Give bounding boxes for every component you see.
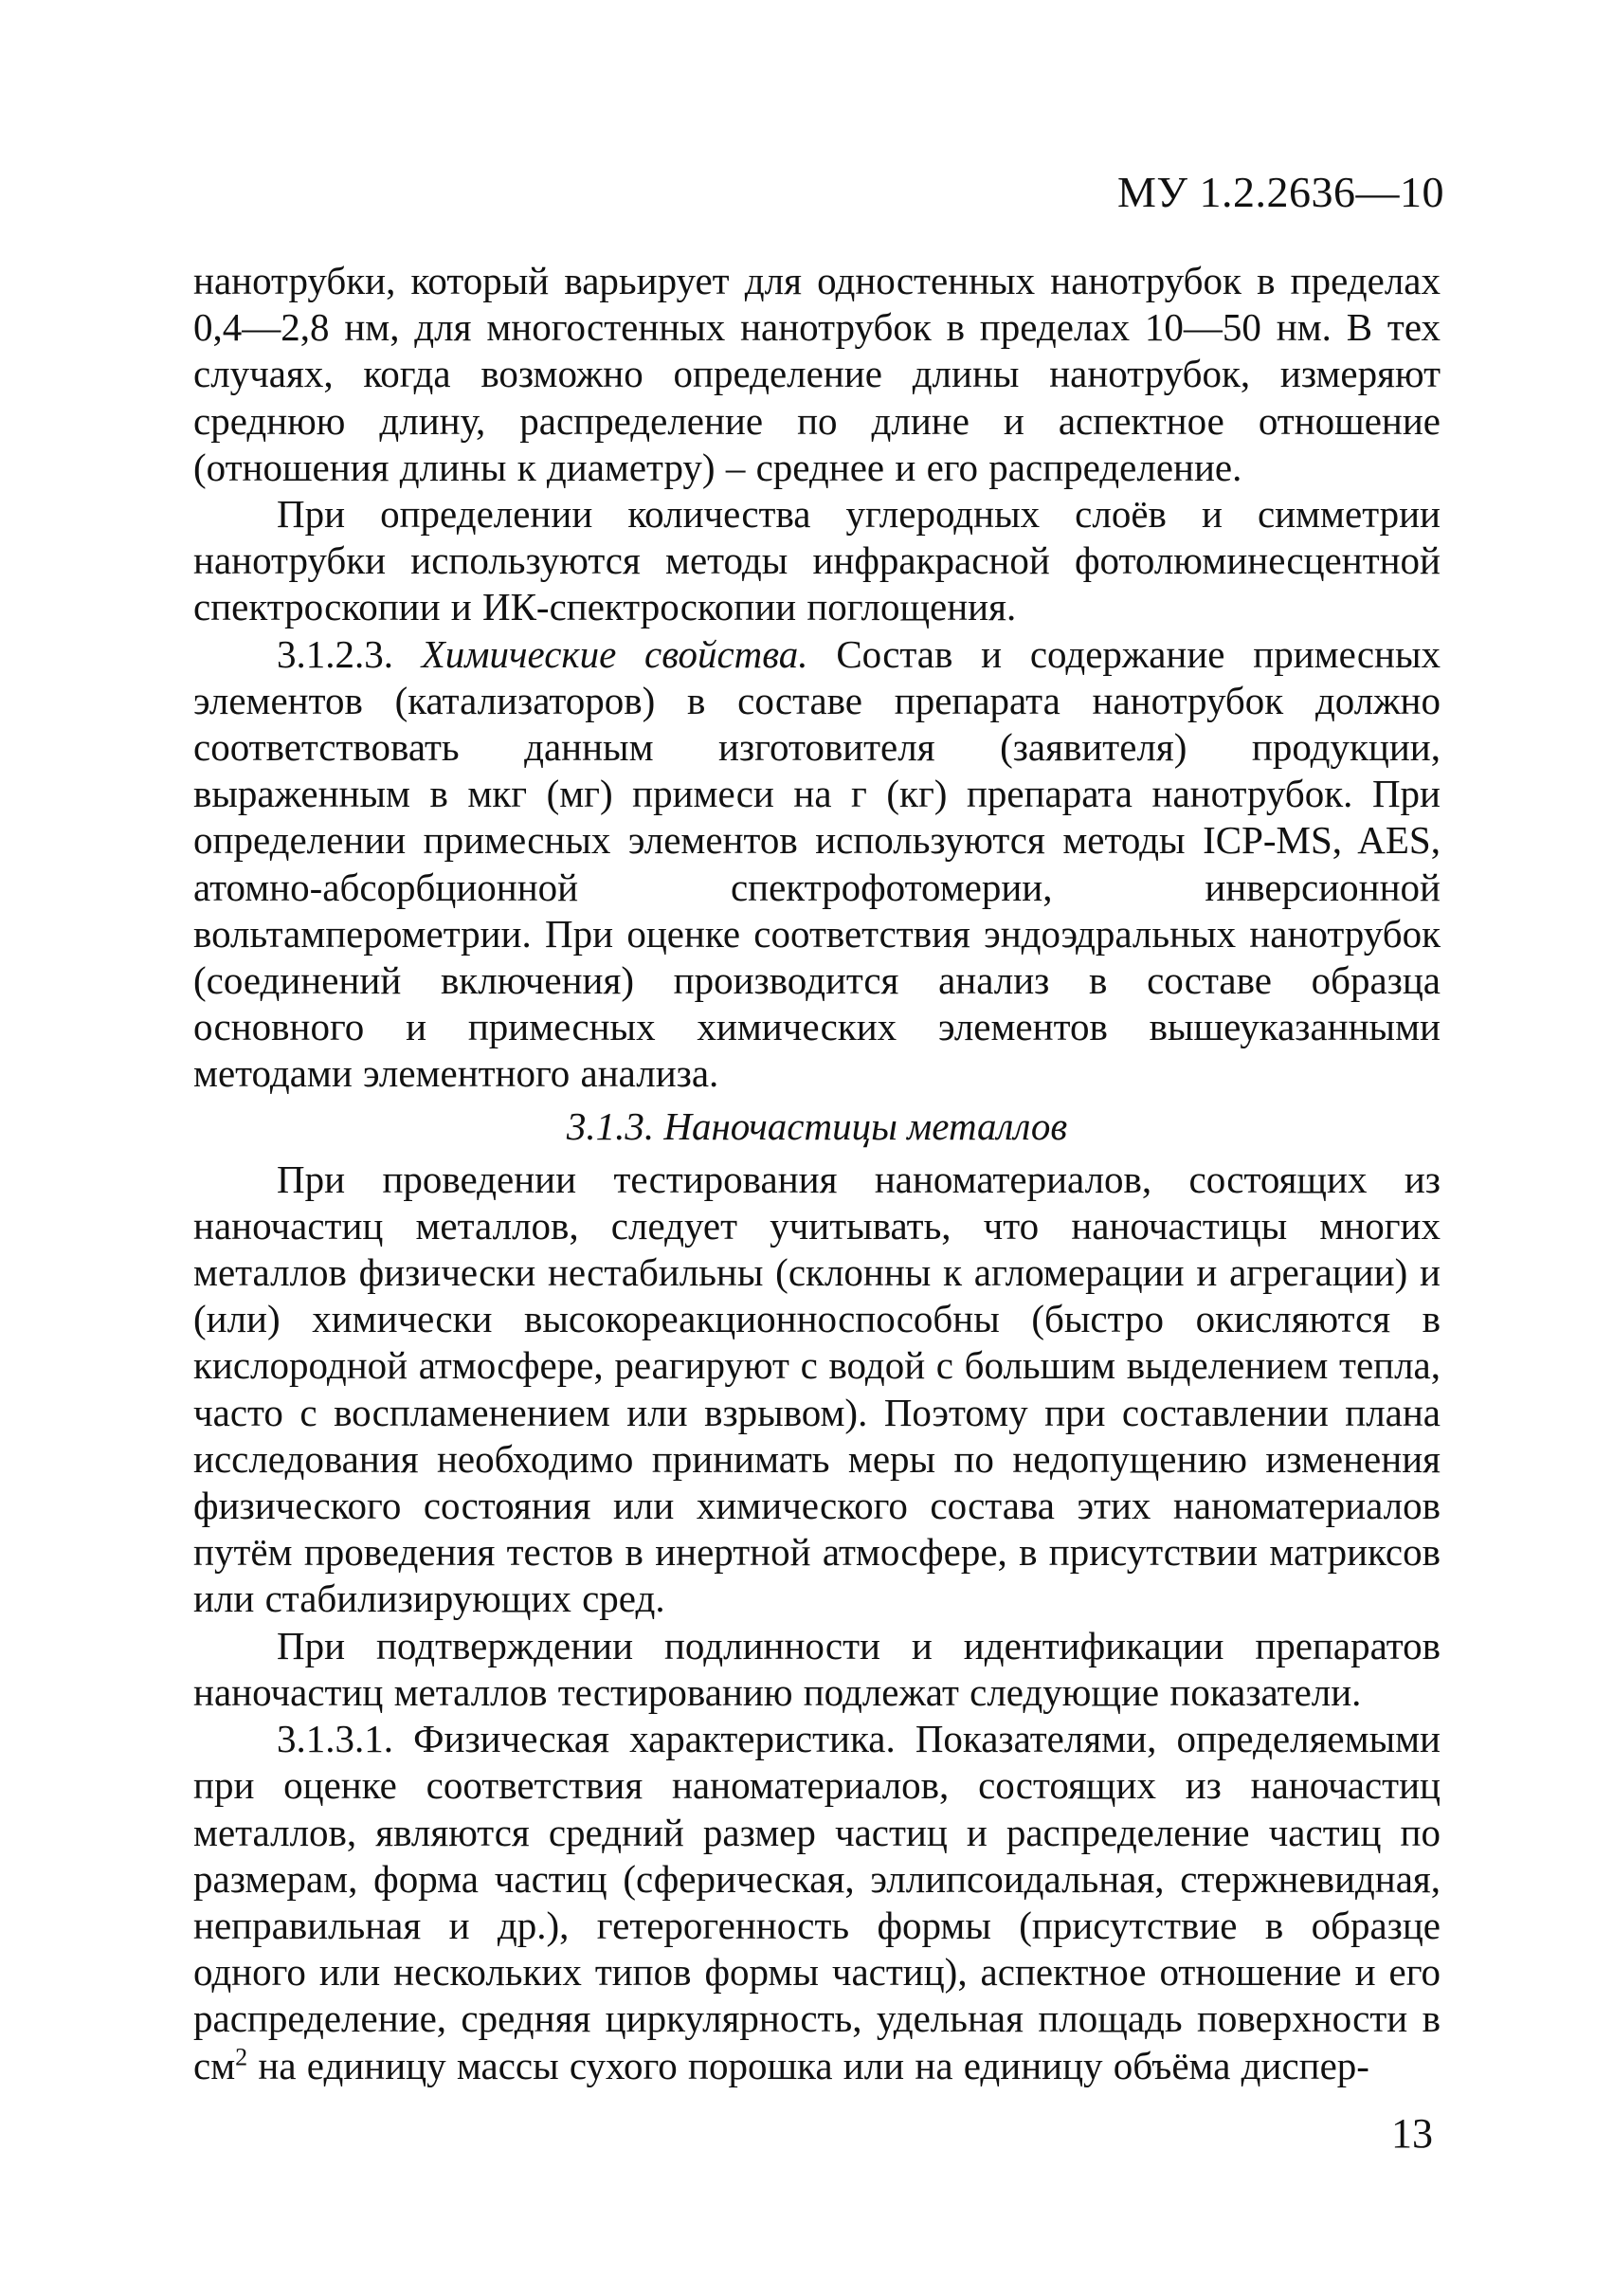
clause-number: 3.1.2.3. <box>277 631 422 676</box>
paragraph-physical-characteristics <box>193 1716 1441 2089</box>
paragraph-carbon-layers: При определении количества углеродных слоёв и симметрии нанотрубки используются методы инфракрасной фотолюминесцентной спектроскопии и ИК-спектроскопии поглощения. <box>193 492 1441 629</box>
clause-body: Состав и содержание примесных элементов (катализаторов) в составе препарата нанотрубок должно соответствовать данным изготовителя (заявителя) продукции, выраженным в мкг (мг) примеси на г (кг) препарата нанотрубок. При определении примесных элементов используются методы ICP-MS, AES, атомно-абсорбционной спектрофотомерии, инверсионной вольтамперометрии. При оценке соответствия эндоэдральных нанотрубок (соединений включения) производится анализ в составе образца основного и примесных химических элементов вышеуказанными методами элементного анализа. <box>193 631 1441 1096</box>
paragraph-text: 3.1.3.1. Физическая характеристика. Показателями, определяемыми при оценке соответствия наноматериалов, состоящих из наночастиц металлов, являются средний размер частиц и распределение частиц по размерам, форма частиц (сферическая, эллипсоидальная, стержневидная, неправильная и др.), гетерогенность формы (присутствие в образце одного или нескольких типов формы частиц), аспектное отношение и его распределение, средняя циркулярность, удельная площадь поверхности в см <box>193 1717 1441 2087</box>
page-number: 13 <box>1391 2110 1433 2157</box>
paragraph-chemical-properties <box>193 631 1441 1098</box>
paragraph-nanotube-dimensions: нанотрубки, который варьирует для одностенных нанотрубок в пределах 0,4—2,8 нм, для многостенных нанотрубок в пределах 10—50 нм. В тех случаях, когда возможно определение длины нанотрубок, измеряют среднюю длину, распределение по длине и аспектное отношение (отношения длины к диаметру) – среднее и его распределение. <box>193 259 1441 489</box>
body-text <box>193 258 1441 2089</box>
paragraph-identification: При подтверждении подлинности и идентификации препаратов наночастиц металлов тестированию подлежат следующие показатели. <box>193 1623 1441 1714</box>
document-code: МУ 1.2.2636—10 <box>1117 168 1444 216</box>
clause-title: Химические свойства. <box>421 631 808 676</box>
superscript: 2 <box>235 2042 248 2070</box>
paragraph-text-continued: на единицу массы сухого порошка или на единицу объёма диспер- <box>247 2043 1369 2087</box>
paragraph-metal-nanoparticles-testing: При проведении тестирования наноматериалов, состоящих из наночастиц металлов, следует учитывать, что наночастицы многих металлов физически нестабильны (склонны к агломерации и агрегации) и (или) химически высокореакционноспособны (быстро окисляются в кислородной атмосфере, реагируют с водой с большим выделением тепла, часто с воспламенением или взрывом). Поэтому при составлении плана исследования необходимо принимать меры по недопущению изменения физического состояния или химического состава этих наноматериалов путём проведения тестов в инертной атмосфере, в присутствии матриксов или стабилизирующих сред. <box>193 1157 1441 1621</box>
section-heading: 3.1.3. Наночастицы металлов <box>566 1103 1068 1148</box>
